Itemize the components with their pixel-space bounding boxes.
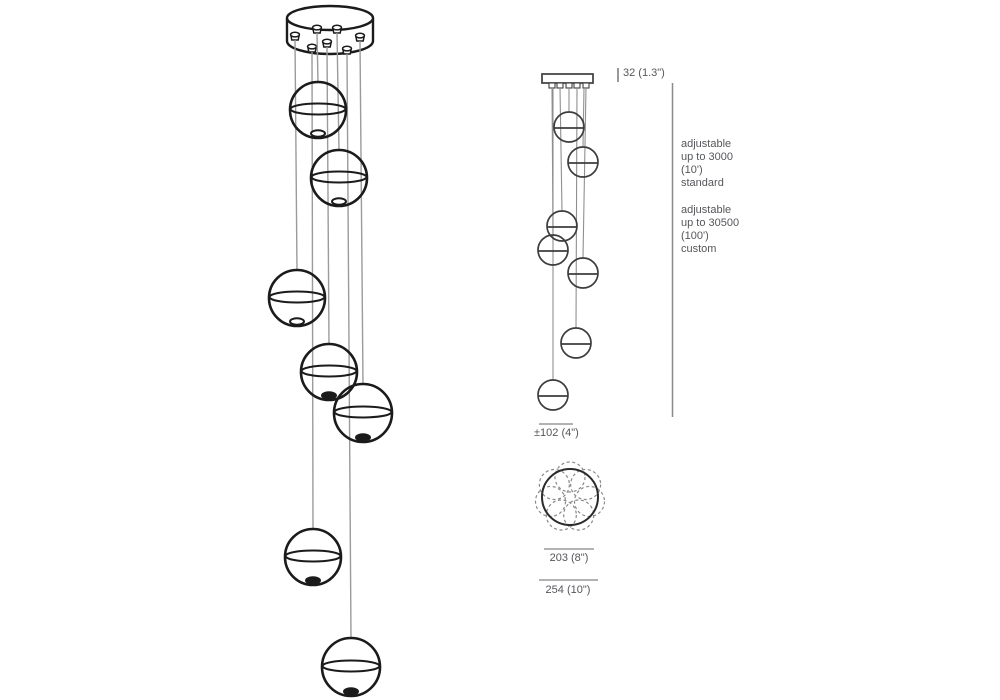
sphere-seam <box>323 661 380 672</box>
sphere-light-aperture <box>344 688 358 694</box>
small-cable-gripper <box>574 83 580 88</box>
small-suspension-cable <box>560 88 562 211</box>
suspension-cable <box>347 54 351 639</box>
note-line: (100') <box>681 230 709 242</box>
sphere-light-aperture <box>290 318 304 324</box>
note-line: adjustable <box>681 138 732 150</box>
sphere-seam <box>312 172 367 183</box>
canopy-height-label: 32 (1.3") <box>623 67 665 79</box>
sphere-light-aperture <box>322 392 336 398</box>
small-canopy <box>542 74 593 83</box>
suspension-cable <box>295 40 297 271</box>
ceiling-canopy-top <box>287 6 373 30</box>
pendant-drop-label: ±102 (4") <box>534 427 579 439</box>
suspension-cable <box>317 33 318 83</box>
top-view-canopy-circle <box>542 469 598 525</box>
top-view-sphere-outline <box>536 486 566 516</box>
small-cable-gripper <box>566 83 572 88</box>
sphere-seam <box>270 292 325 303</box>
sphere-seam <box>286 551 341 562</box>
sphere-seam <box>302 366 357 377</box>
cable-gripper-top <box>356 33 365 38</box>
small-glass-sphere <box>538 380 568 410</box>
suspension-cable <box>360 41 363 385</box>
sphere-light-aperture <box>306 577 320 583</box>
note-line: adjustable <box>681 204 732 216</box>
top-view-sphere-outline <box>555 462 585 492</box>
small-cable-gripper <box>549 83 555 88</box>
note-line: custom <box>681 243 717 255</box>
small-suspension-cable <box>576 88 577 328</box>
cable-gripper-top <box>291 32 300 37</box>
adjustable-custom-note <box>681 204 739 256</box>
cable-gripper-top <box>323 39 332 44</box>
sphere-seam <box>335 407 392 418</box>
suspension-cable <box>327 47 329 345</box>
small-glass-sphere <box>554 112 584 142</box>
small-suspension-cable <box>583 88 584 147</box>
note-line: up to 3000 <box>681 151 733 163</box>
suspension-cable <box>312 52 313 530</box>
overall-diameter-label: 254 (10") <box>545 584 591 596</box>
small-glass-sphere <box>561 328 591 358</box>
note-line: up to 30500 <box>681 217 740 229</box>
note-line: (10') <box>681 164 703 176</box>
canopy-diameter-label: 203 (8") <box>549 552 589 564</box>
cable-gripper-top <box>333 25 342 30</box>
sphere-seam <box>291 104 346 115</box>
cable-gripper-top <box>343 46 352 51</box>
cable-gripper-top <box>313 25 322 30</box>
note-line: standard <box>681 177 724 189</box>
sphere-light-aperture <box>332 198 346 204</box>
top-view-sphere-outline <box>574 486 604 516</box>
sphere-light-aperture <box>311 130 325 136</box>
sphere-light-aperture <box>356 434 370 440</box>
small-cable-gripper <box>557 83 563 88</box>
adjustable-standard-note <box>681 138 733 190</box>
small-cable-gripper <box>583 83 589 88</box>
cable-gripper-top <box>308 44 317 49</box>
small-glass-sphere <box>568 258 598 288</box>
small-glass-sphere <box>547 211 577 241</box>
small-glass-sphere <box>568 147 598 177</box>
